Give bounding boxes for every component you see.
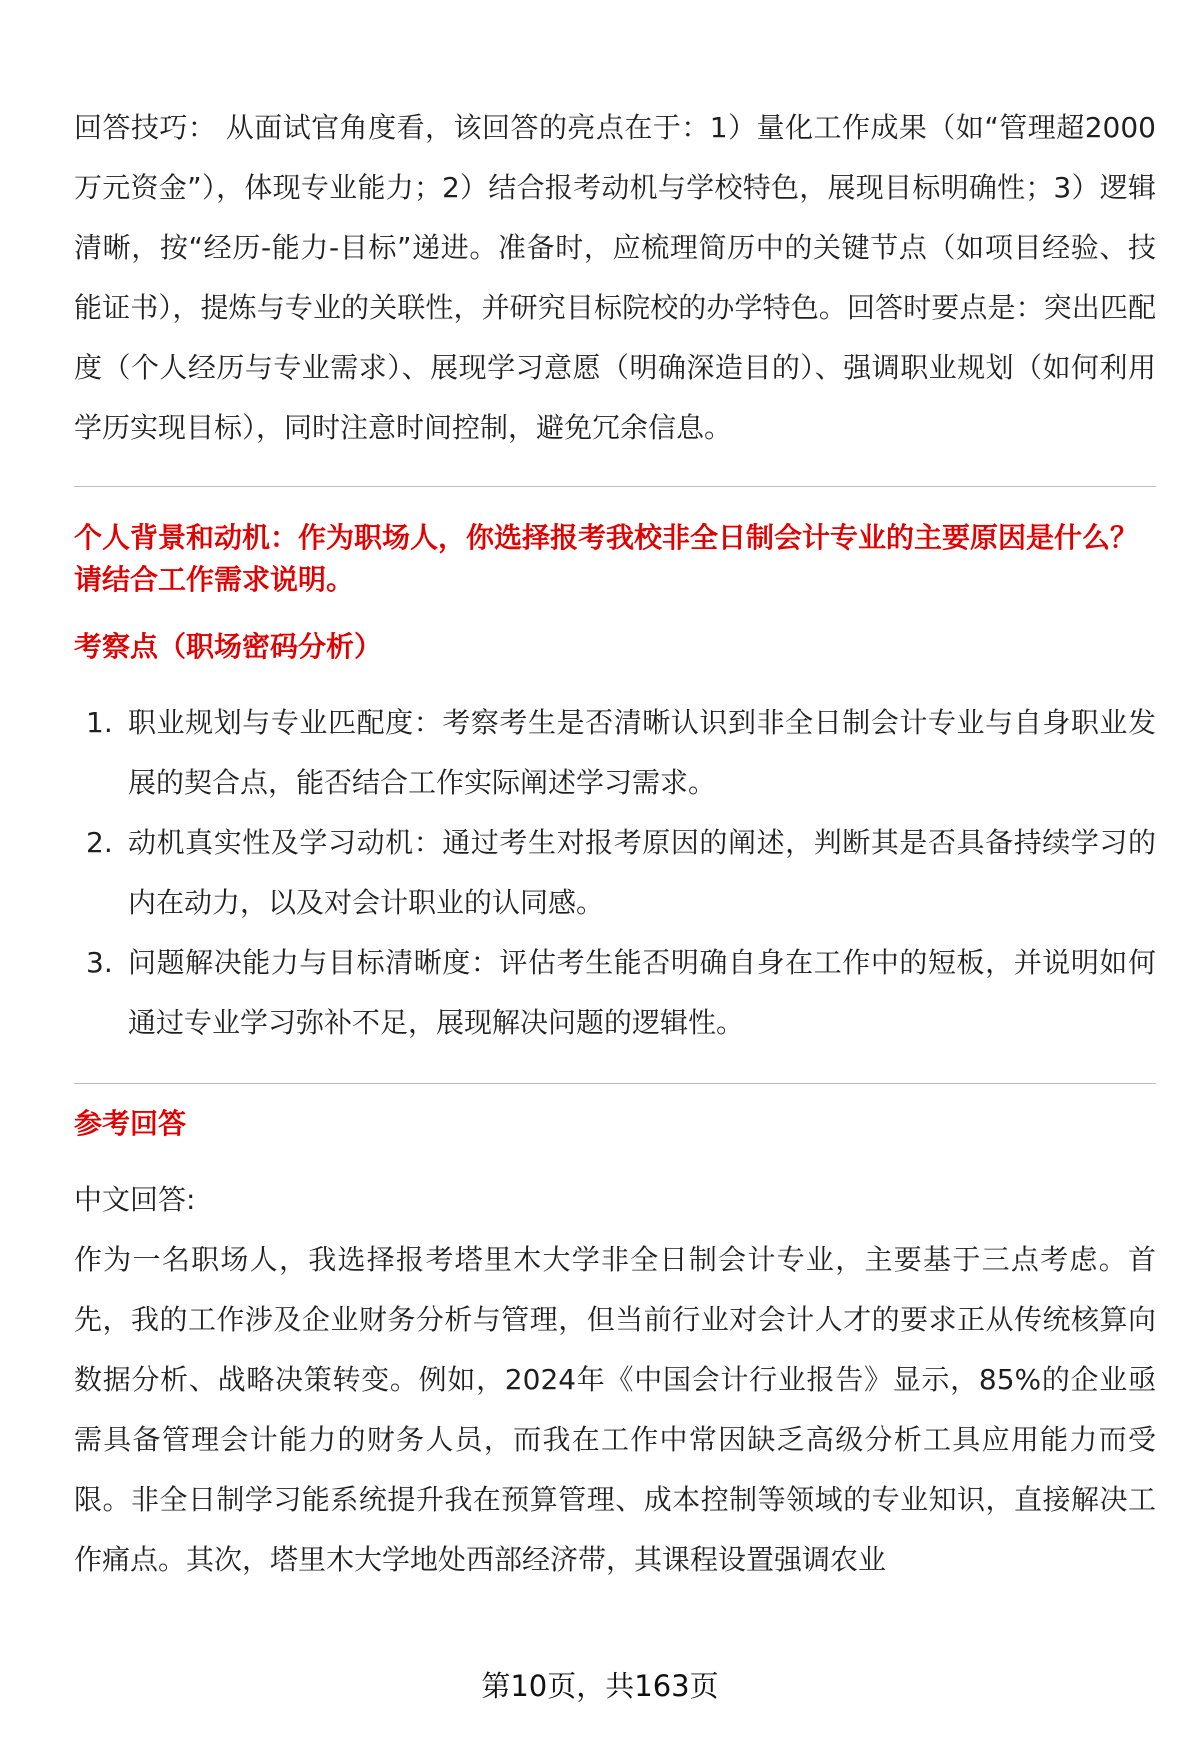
section-divider (74, 1083, 1156, 1084)
chinese-answer-label: 中文回答: (74, 1183, 196, 1216)
page-content (74, 98, 1156, 1590)
interview-question: 个人背景和动机：作为职场人，你选择报考我校非全日制会计专业的主要原因是什么？请结合工作需求说明。 (74, 521, 1139, 596)
point-text: 问题解决能力与目标清晰度：评估考生能否明确自身在工作中的短板，并说明如何通过专业学习弥补不足，展现解决问题的逻辑性。 (128, 946, 1156, 1039)
answer-tips-paragraph: 回答技巧： 从面试官角度看，该回答的亮点在于：1）量化工作成果（如“管理超2000万元资金”），体现专业能力；2）结合报考动机与学校特色，展现目标明确性；3）逻辑清晰，按“经历-能力-目标”递进。准备时，应梳理简历中的关键节点（如项目经验、技能证书），提炼与专业的关联性，并研究目标院校的办学特色。回答时要点是：突出匹配度（个人经历与专业需求）、展现学习意愿（明确深造目的）、强调职业规划（如何利用学历实现目标），同时注意时间控制，避免冗余信息。 (74, 111, 1156, 444)
section-divider (74, 486, 1156, 487)
reference-answer-body: 作为一名职场人，我选择报考塔里木大学非全日制会计专业，主要基于三点考虑。首先，我的工作涉及企业财务分析与管理，但当前行业对会计人才的要求正从传统核算向数据分析、战略决策转变。例如，2024年《中国会计行业报告》显示，85%的企业亟需具备管理会计能力的财务人员，而我在工作中常因缺乏高级分析工具应用能力而受限。非全日制学习能系统提升我在预算管理、成本控制等领域的专业知识，直接解决工作痛点。其次，塔里木大学地处西部经济带，其课程设置强调农业 (74, 1243, 1156, 1576)
point-number: 2. (86, 826, 113, 859)
analysis-point (74, 933, 1156, 1053)
point-number: 3. (86, 946, 113, 979)
reference-answer-heading: 参考回答 (74, 1107, 187, 1140)
point-text: 动机真实性及学习动机：通过考生对报考原因的阐述，判断其是否具备持续学习的内在动力，以及对会计职业的认同感。 (128, 826, 1156, 919)
analysis-points-list (74, 693, 1156, 1053)
analysis-point (74, 813, 1156, 933)
analysis-point (74, 693, 1156, 813)
point-text: 职业规划与专业匹配度：考察考生是否清晰认识到非全日制会计专业与自身职业发展的契合点，能否结合工作实际阐述学习需求。 (128, 706, 1156, 799)
page-number-footer: 第10页，共163页 (481, 1669, 719, 1703)
analysis-heading: 考察点（职场密码分析） (74, 630, 383, 663)
point-number: 1. (86, 706, 113, 739)
